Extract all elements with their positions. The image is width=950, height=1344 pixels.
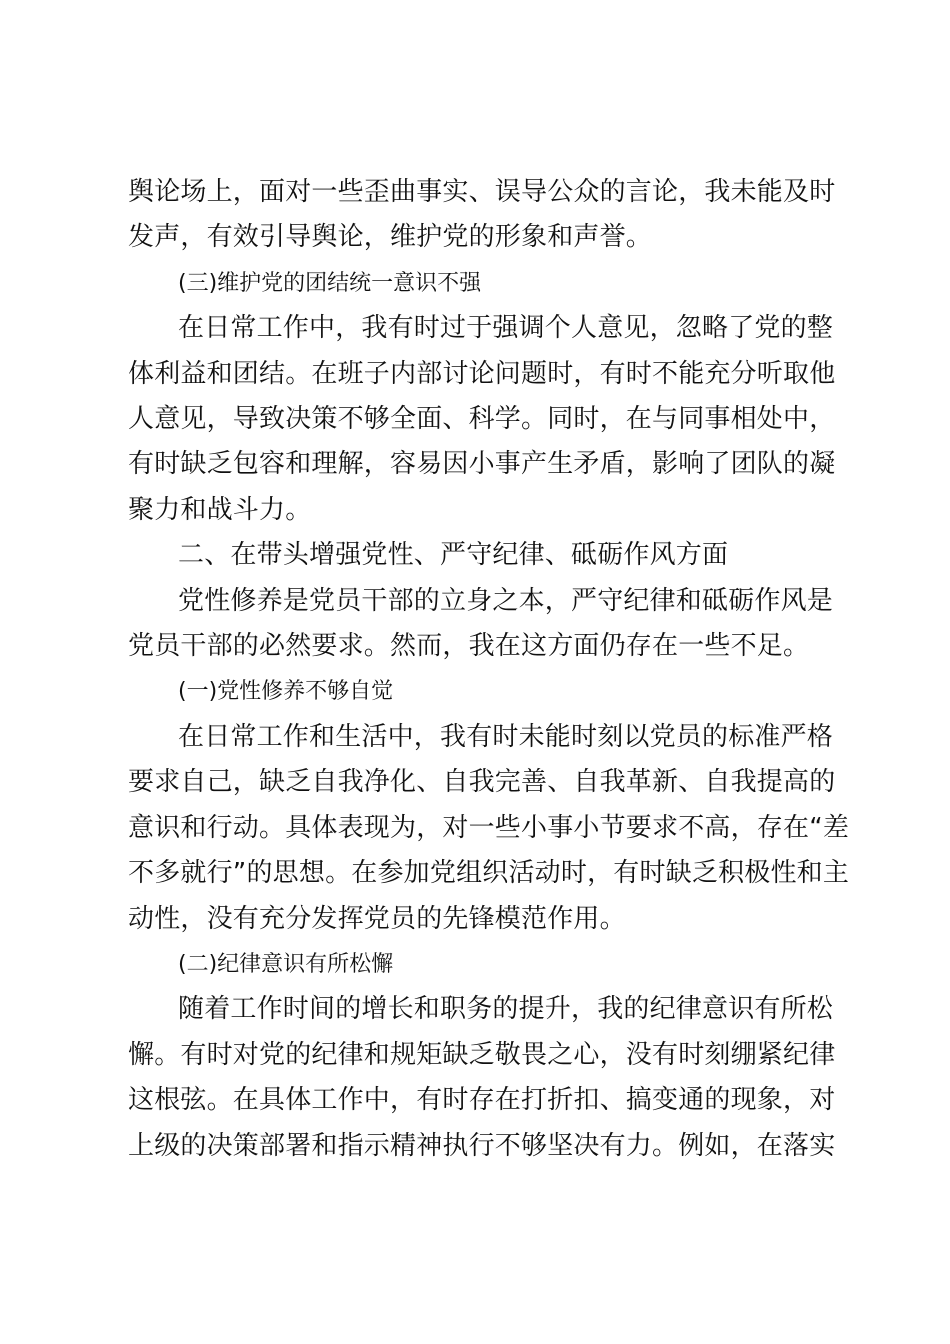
body-paragraph xyxy=(128,533,830,578)
section-heading: (一)党性修养不够自觉 xyxy=(178,679,394,705)
paragraph-line: 动性，没有充分发挥党员的先锋模范作用。 xyxy=(128,903,626,934)
section-heading: (三)维护党的团结统一意识不强 xyxy=(178,270,482,296)
paragraph-line: 在日常工作中，我有时过于强调个人意见，忽略了党的整 xyxy=(178,313,834,344)
paragraph-line: 人意见，导致决策不够全面、科学。同时，在与同事相处中， xyxy=(128,404,836,435)
paragraph-line: 党员干部的必然要求。然而，我在这方面仍存在一些不足。 xyxy=(128,631,810,662)
paragraph-line: 意识和行动。具体表现为，对一些小事小节要求不高，存在“差 xyxy=(128,812,850,843)
paragraph-line: 党性修养是党员干部的立身之本，严守纪律和砥砺作风是 xyxy=(178,585,834,616)
body-paragraph xyxy=(128,987,836,1169)
paragraph-line: 体利益和团结。在班子内部讨论问题时，有时不能充分听取他 xyxy=(128,358,836,389)
paragraph-line: 舆论场上，面对一些歪曲事实、误导公众的言论，我未能及时 xyxy=(128,177,836,207)
paragraph-line: 有时缺乏包容和理解，容易因小事产生矛盾，影响了团队的凝 xyxy=(128,449,836,480)
paragraph-line: 这根弦。在具体工作中，有时存在打折扣、搞变通的现象，对 xyxy=(128,1085,836,1116)
paragraph-line: 不多就行”的思想。在参加党组织活动时，有时缺乏积极性和主 xyxy=(128,858,850,889)
document-body xyxy=(128,170,850,1169)
body-paragraph xyxy=(128,579,834,670)
paragraph-line: 二、在带头增强党性、严守纪律、砥砺作风方面 xyxy=(178,540,729,571)
body-paragraph xyxy=(128,170,836,261)
paragraph-line: 要求自己，缺乏自我净化、自我完善、自我革新、自我提高的 xyxy=(128,767,836,798)
paragraph-line: 懈。有时对党的纪律和规矩缺乏敬畏之心，没有时刻绷紧纪律 xyxy=(128,1039,836,1070)
paragraph-line: 上级的决策部署和指示精神执行不够坚决有力。例如，在落实 xyxy=(128,1130,836,1161)
paragraph-line: 随着工作时间的增长和职务的提升，我的纪律意识有所松 xyxy=(178,994,834,1025)
paragraph-line: 在日常工作和生活中，我有时未能时刻以党员的标准严格 xyxy=(178,721,834,752)
section-heading: (二)纪律意识有所松懈 xyxy=(178,951,394,977)
body-paragraph xyxy=(128,306,836,533)
paragraph-line: 聚力和战斗力。 xyxy=(128,494,312,525)
paragraph-line: 发声，有效引导舆论，维护党的形象和声誉。 xyxy=(128,222,653,253)
body-paragraph xyxy=(128,715,850,942)
